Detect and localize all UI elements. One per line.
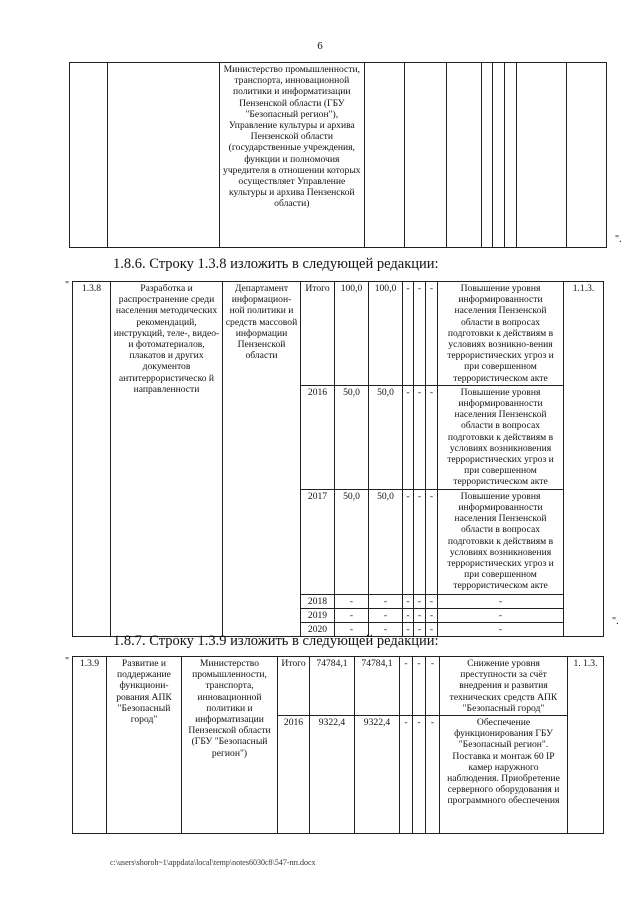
measure-name: Разработка и распространение среди населения методических рекомендаций, инструкций, теле-, видео- и фотоматериалов, плакатов и других документов антитеррористическо й направленности <box>111 282 223 637</box>
dash-cell: - <box>426 489 438 594</box>
total-cell: 50,0 <box>335 385 369 489</box>
top-exec-cell: Министерство промышленности, транспорта, инновационной политики и информатизации Пензенской области (ГБУ "Безопасный регион"), Управление культуры и архива Пензенской области (государственные учреждения, функции и полномочия учредителя в отношении которых осуществляет Управление культуры и архива Пензенской области) <box>219 63 365 248</box>
total-cell: 100,0 <box>335 282 369 386</box>
total-cell: 74784,1 <box>310 657 355 716</box>
table-138 <box>72 281 604 637</box>
footer-file-path: c:\users\shoroh~1\appdata\local\temp\notes6030c8\547-пп.docx <box>110 858 316 867</box>
cell-empty <box>481 63 492 248</box>
top-table <box>69 62 607 248</box>
dash-cell: - <box>403 282 414 386</box>
result-cell: Повышение уровня информированности населения Пензенской области в вопросах подготовки к действиям в условиях возникно-вения террористических угроз и при совершенном террористическом акте <box>438 282 564 386</box>
dash-cell: - <box>414 282 426 386</box>
cell-empty <box>504 63 516 248</box>
dash-cell: - <box>413 716 426 834</box>
cell-empty <box>492 63 504 248</box>
row-number: 1.3.8 <box>73 282 111 637</box>
total-cell: - <box>335 623 369 637</box>
dash-cell: - <box>414 594 426 608</box>
regional-cell: 9322,4 <box>355 716 400 834</box>
regional-cell: 50,0 <box>369 385 403 489</box>
result-cell: - <box>438 623 564 637</box>
ref-cell: 1.1.3. <box>564 282 604 637</box>
total-cell: 50,0 <box>335 489 369 594</box>
result-cell: Повышение уровня информированности населения Пензенской области в вопросах подготовки к действиям в условиях возникновения террористических угроз и при совершенном террористическом акте <box>438 385 564 489</box>
year-cell: 2016 <box>278 716 310 834</box>
total-cell: - <box>335 594 369 608</box>
cell-empty <box>516 63 566 248</box>
regional-cell: - <box>369 609 403 623</box>
page-number: 6 <box>317 40 323 52</box>
dash-cell: - <box>413 657 426 716</box>
dash-cell: - <box>426 385 438 489</box>
regional-cell: - <box>369 623 403 637</box>
cell-empty <box>405 63 447 248</box>
regional-cell: 100,0 <box>369 282 403 386</box>
open-quote: " <box>65 280 70 291</box>
total-cell: 9322,4 <box>310 716 355 834</box>
year-cell: 2016 <box>301 385 335 489</box>
dash-cell: - <box>426 282 438 386</box>
cell-empty <box>447 63 481 248</box>
dash-cell: - <box>403 609 414 623</box>
section-heading-186: 1.8.6. Строку 1.3.8 изложить в следующей редакции: <box>113 256 439 272</box>
dash-cell: - <box>414 385 426 489</box>
close-quote: ". <box>612 616 619 627</box>
section-heading-187: 1.8.7. Строку 1.3.9 изложить в следующей редакции: <box>113 633 439 649</box>
executor: Департамент информацион-ной политики и средств массовой информации Пензенской области <box>223 282 301 637</box>
regional-cell: - <box>369 594 403 608</box>
dash-cell: - <box>414 609 426 623</box>
dash-cell: - <box>400 716 413 834</box>
table-139 <box>72 656 604 834</box>
result-cell: Снижение уровня преступности за счёт внедрения и развития технических средств АПК "Безопасный город" <box>440 657 568 716</box>
cell-empty <box>70 63 108 248</box>
result-cell: Повышение уровня информированности населения Пензенской области в вопросах подготовки к действиям в условиях возникновения террористических угроз и при совершенном террористическом акте <box>438 489 564 594</box>
open-quote: " <box>65 656 70 667</box>
dash-cell: - <box>403 385 414 489</box>
dash-cell: - <box>426 716 440 834</box>
cell-empty <box>566 63 606 248</box>
dash-cell: - <box>400 657 413 716</box>
dash-cell: - <box>414 623 426 637</box>
dash-cell: - <box>426 657 440 716</box>
close-quote: ". <box>615 234 622 245</box>
result-cell: - <box>438 594 564 608</box>
year-cell: 2020 <box>301 623 335 637</box>
result-cell: Обеспечение функционирования ГБУ "Безопасный регион". Поставка и монтаж 60 IP камер наружного наблюдения. Приобретение серверного оборудования и программного обеспечения <box>440 716 568 834</box>
year-cell: 2018 <box>301 594 335 608</box>
regional-cell: 50,0 <box>369 489 403 594</box>
executor: Министерство промышленности, транспорта, инновационной политики и информатизации Пензенской области (ГБУ "Безопасный регион") <box>182 657 278 834</box>
dash-cell: - <box>426 609 438 623</box>
dash-cell: - <box>426 623 438 637</box>
dash-cell: - <box>414 489 426 594</box>
measure-name: Развитие и поддержание функциони-рования АПК "Безопасный город" <box>107 657 182 834</box>
cell-empty <box>108 63 219 248</box>
dash-cell: - <box>403 489 414 594</box>
regional-cell: 74784,1 <box>355 657 400 716</box>
year-cell: 2017 <box>301 489 335 594</box>
result-cell: - <box>438 609 564 623</box>
ref-cell: 1. 1.3. <box>568 657 604 834</box>
dash-cell: - <box>403 594 414 608</box>
cell-empty <box>365 63 405 248</box>
dash-cell: - <box>426 594 438 608</box>
year-cell: Итого <box>301 282 335 386</box>
row-number: 1.3.9 <box>73 657 107 834</box>
total-cell: - <box>335 609 369 623</box>
year-cell: 2019 <box>301 609 335 623</box>
dash-cell: - <box>403 623 414 637</box>
year-cell: Итого <box>278 657 310 716</box>
